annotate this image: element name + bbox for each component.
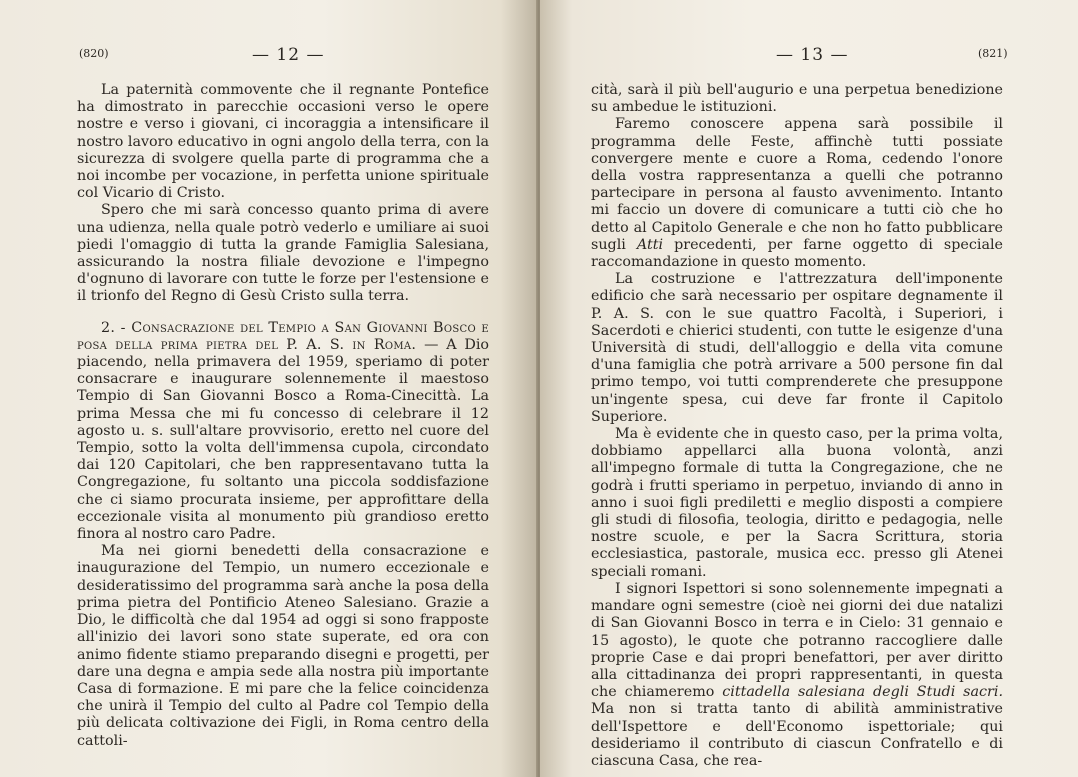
left-page-body <box>77 82 489 750</box>
paragraph <box>591 116 1003 271</box>
paragraph: Spero che mi sarà concesso quanto prima di avere una udienza, nella quale potrò vederlo e umiliare ai suoi piedi l'omaggio di tutta la grande Famiglia Salesiana, assicurando la nostra filiale devozione e l'impegno d'ognuno di lavorare con tutte le forze per l'estensione e il trionfo del Regno di Gesù Cristo sulla terra. <box>77 202 489 305</box>
section-heading: 2. - Consacrazione del Tempio a San Giovanni Bosco e posa della prima pietra del P. A. S. in Roma. <box>77 319 489 353</box>
right-page <box>540 0 1078 777</box>
paragraph: La paternità commovente che il regnante Pontefice ha dimostrato in parecchie occasioni verso le opere nostre e verso i giovani, ci incoraggia a intensificare il nostro lavoro educativo in ogni angolo della terra, con la sicurezza di svolgere quella parte di programma che a noi incombe per vocazione, in perfetta unione spirituale col Vicario di Cristo. <box>77 82 489 202</box>
section-body: — A Dio piacendo, nella primavera del 1959, speriamo di poter consacrare e inaugurare solennemente il maestoso Tempio di San Giovanni Bosco a Roma-Cinecittà. La prima Messa che mi fu concesso di celebrare il 12 agosto u. s. sull'altare provvisorio, eretto nel cuore del Tempio, sotto la volta dell'immensa cupola, circondato dai 120 Capitolari, che ben rappresentavano tutta la Congregazione, fu soltanto una piccola soddisfazione che ci siamo procurata insieme, per approfittare della eccezionale visita al monumento più grandioso eretto finora al nostro caro Padre. <box>77 336 489 543</box>
right-page-mark: (821) <box>978 47 1008 60</box>
left-page-mark: (820) <box>79 47 109 60</box>
left-page-number: — 12 — <box>252 45 325 65</box>
section-paragraph <box>77 320 489 544</box>
paragraph <box>591 581 1003 770</box>
paragraph: Ma nei giorni benedetti della consacrazione e inaugurazione del Tempio, un numero eccezionale e desideratissimo del programma sarà anche la posa della prima pietra del Pontificio Ateneo Salesiano. Grazie a Dio, le difficoltà che dal 1954 ad oggi si sono frapposte all'inizio dei lavori sono state superate, ed ora con animo fidente stiamo preparando disegni e progetti, per dare una degna e ampia sede alla nostra più importante Casa di formazione. E mi pare che la felice coincidenza che unirà il Tempio del culto al Padre col Tempio della più delicata coltivazione dei Figli, in Roma centro della cattoli- <box>77 543 489 749</box>
paragraph-text: precedenti, per farne oggetto di speciale raccomandazione in questo momento. <box>591 236 1003 271</box>
paragraph: La costruzione e l'attrezzatura dell'imponente edificio che sarà necessario per ospitare degnamente il P. A. S. con le sue quattro Facoltà, i Superiori, i Sacerdoti e chierici studenti, con tutte le esigenze d'una Università di studi, dell'alloggio e della vita comune d'una famiglia che potrà arrivare a 500 persone fin dal primo tempo, voi tutti comprenderete che presuppone un'ingente spesa, cui deve far fronte il Capitolo Superiore. <box>591 271 1003 425</box>
right-page-body <box>591 82 1003 770</box>
paragraph: cità, sarà il più bell'augurio e una perpetua benedizione su ambedue le istituzioni. <box>591 82 1003 116</box>
paragraph-text: I signori Ispettori si sono solennemente impegnati a mandare ogni semestre (cioè nei giorni dei due natalizi di San Giovanni Bosco in terra e in Cielo: 31 gennaio e 15 agosto), le quote che potranno raccogliere dalle proprie Case e dai propri benefattori, per aver diritto alla cittadinanza dei propri rappresentanti, in questa che chiameremo <box>591 580 1003 701</box>
paragraph-text: Faremo conoscere appena sarà possibile il programma delle Feste, affinchè tutti possiate convergere mente e cuore a Roma, cedendo l'onore della vostra rappresentanza a quelli che potranno partecipare in persona al fausto avvenimento. Intanto mi faccio un dovere di comunicare a tutti ciò che ho detto al Capitolo Generale e che non ho fatto pubblicare sugli <box>591 116 1003 253</box>
italic-term: cittadella salesiana degli Studi sacri. <box>722 684 1003 701</box>
paragraph: Ma è evidente che in questo caso, per la prima volta, dobbiamo appellarci alla buona volontà, anzi all'impegno formale di tutta la Congregazione, che ne godrà i frutti speriamo in perpetuo, inviando di anno in anno i suoi figli prediletti e meglio disposti a compiere gli studi di filosofia, teologia, diritto e pedagogia, nelle nostre scuole, e per la Sacra Scrittura, storia ecclesiastica, pastorale, musica ecc. presso gli Atenei speciali romani. <box>591 426 1003 580</box>
paragraph-text: Ma non si tratta tanto di abilità amministrative dell'Ispettore e dell'Economo ispettoriale; qui desideriamo il contributo di ciascun Confratello e di ciascuna Casa, che rea- <box>591 701 1003 769</box>
right-page-number: — 13 — <box>776 45 849 65</box>
left-page <box>0 0 538 777</box>
italic-term: Atti <box>636 236 664 253</box>
